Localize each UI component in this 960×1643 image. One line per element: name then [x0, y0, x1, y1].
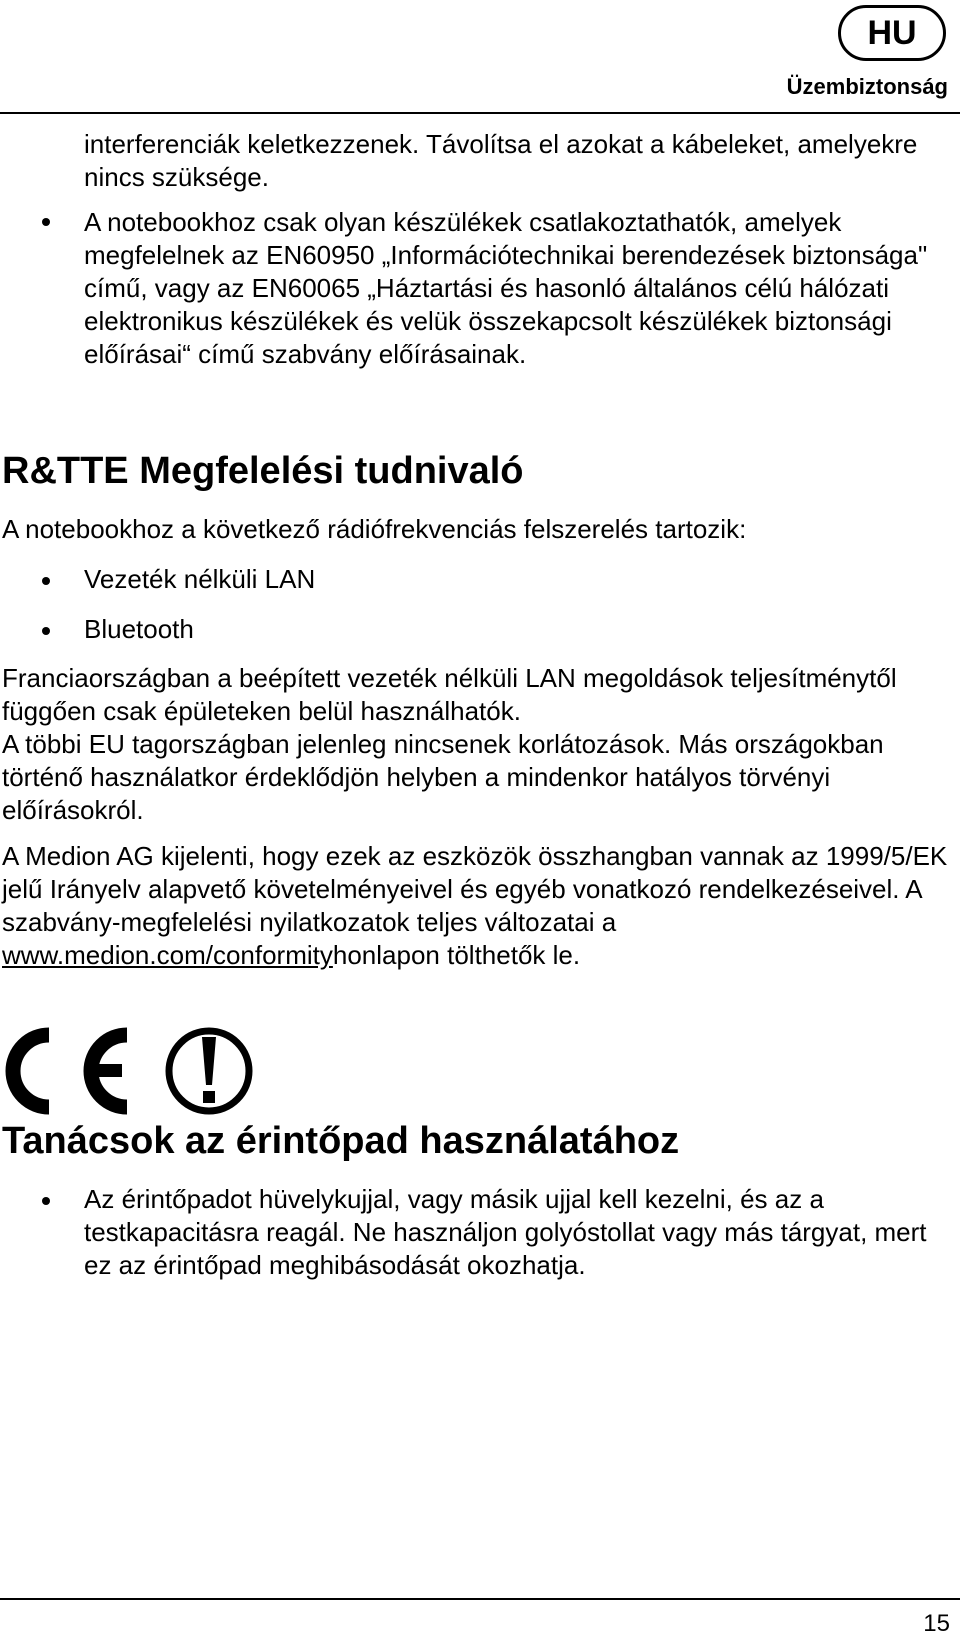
ce-c-icon: [13, 1035, 49, 1107]
rtte-eu-note: A többi EU tagországban jelenleg nincsenek korlátozások. Más országokban történő használatkor érdeklődjön helyben a mindenkor hatályos törvényi előírásokról.: [2, 729, 884, 825]
alert-dot-icon: [203, 1091, 215, 1103]
conformity-link[interactable]: www.medion.com/conformity: [2, 940, 333, 970]
ce-alert-marks: [2, 1025, 262, 1117]
rtte-intro: A notebookhoz a következő rádiófrekvenciás felszerelés tartozik:: [2, 514, 747, 544]
page-number: 15: [923, 1610, 950, 1637]
alert-exclamation-icon: [202, 1037, 216, 1085]
intro-bullet-text: A notebookhoz csak olyan készülékek csatlakoztathatók, amelyek megfelelnek az EN60950 „Információtechnikai berendezések biztonsága" című, vagy az EN60065 „Háztartási és hasonló általános célú hálózati elektronikus készülékek és velük összekapcsolt készülékek biztonsági előírásai“ című szabvány előírásainak.: [84, 207, 928, 369]
rtte-declaration: [2, 840, 952, 972]
section-title: Üzembiztonság: [786, 74, 948, 99]
rtte-heading: R&TTE Megfelelési tudnivaló: [2, 450, 524, 492]
rtte-france-note: Franciaországban a beépített vezeték nélküli LAN megoldások teljesítménytől függően csak épületeken belül használhatók.: [2, 663, 897, 726]
language-badge: HU: [838, 5, 946, 61]
bullet-dot: [42, 577, 50, 585]
bullet-dot: [42, 1197, 50, 1205]
touchpad-heading: Tanácsok az érintőpad használatához: [2, 1120, 680, 1162]
rtte-item-wlan: Vezeték nélküli LAN: [84, 564, 316, 594]
declaration-end: honlapon tölthetők le.: [332, 940, 581, 970]
rtte-item-bluetooth: Bluetooth: [84, 614, 194, 644]
compliance-marks: [2, 1025, 262, 1122]
intro-continuation: interferenciák keletkezzenek. Távolítsa el azokat a kábeleket, amelyekre nincs szüksége.: [84, 129, 918, 192]
touchpad-bullet-text: Az érintőpadot hüvelykujjal, vagy másik ujjal kell kezelni, és az a testkapacitásra reagál. Ne használjon golyóstollat vagy más tárgyat, mert ez az érintőpad meghibásodását okozhatja.: [84, 1184, 927, 1280]
ce-e-bar-icon: [88, 1064, 122, 1077]
declaration-text: A Medion AG kijelenti, hogy ezek az eszközök összhangban vannak az 1999/5/EK jelű Irányelv alapvető követelményeivel és egyéb vonatkozó rendelkezéseivel. A szabvány-megfelelési nyilatkozatok teljes változatai a: [2, 841, 948, 937]
bullet-dot: [42, 218, 50, 226]
header-rule: [0, 112, 960, 114]
footer-rule: [0, 1598, 960, 1600]
bullet-dot: [42, 627, 50, 635]
